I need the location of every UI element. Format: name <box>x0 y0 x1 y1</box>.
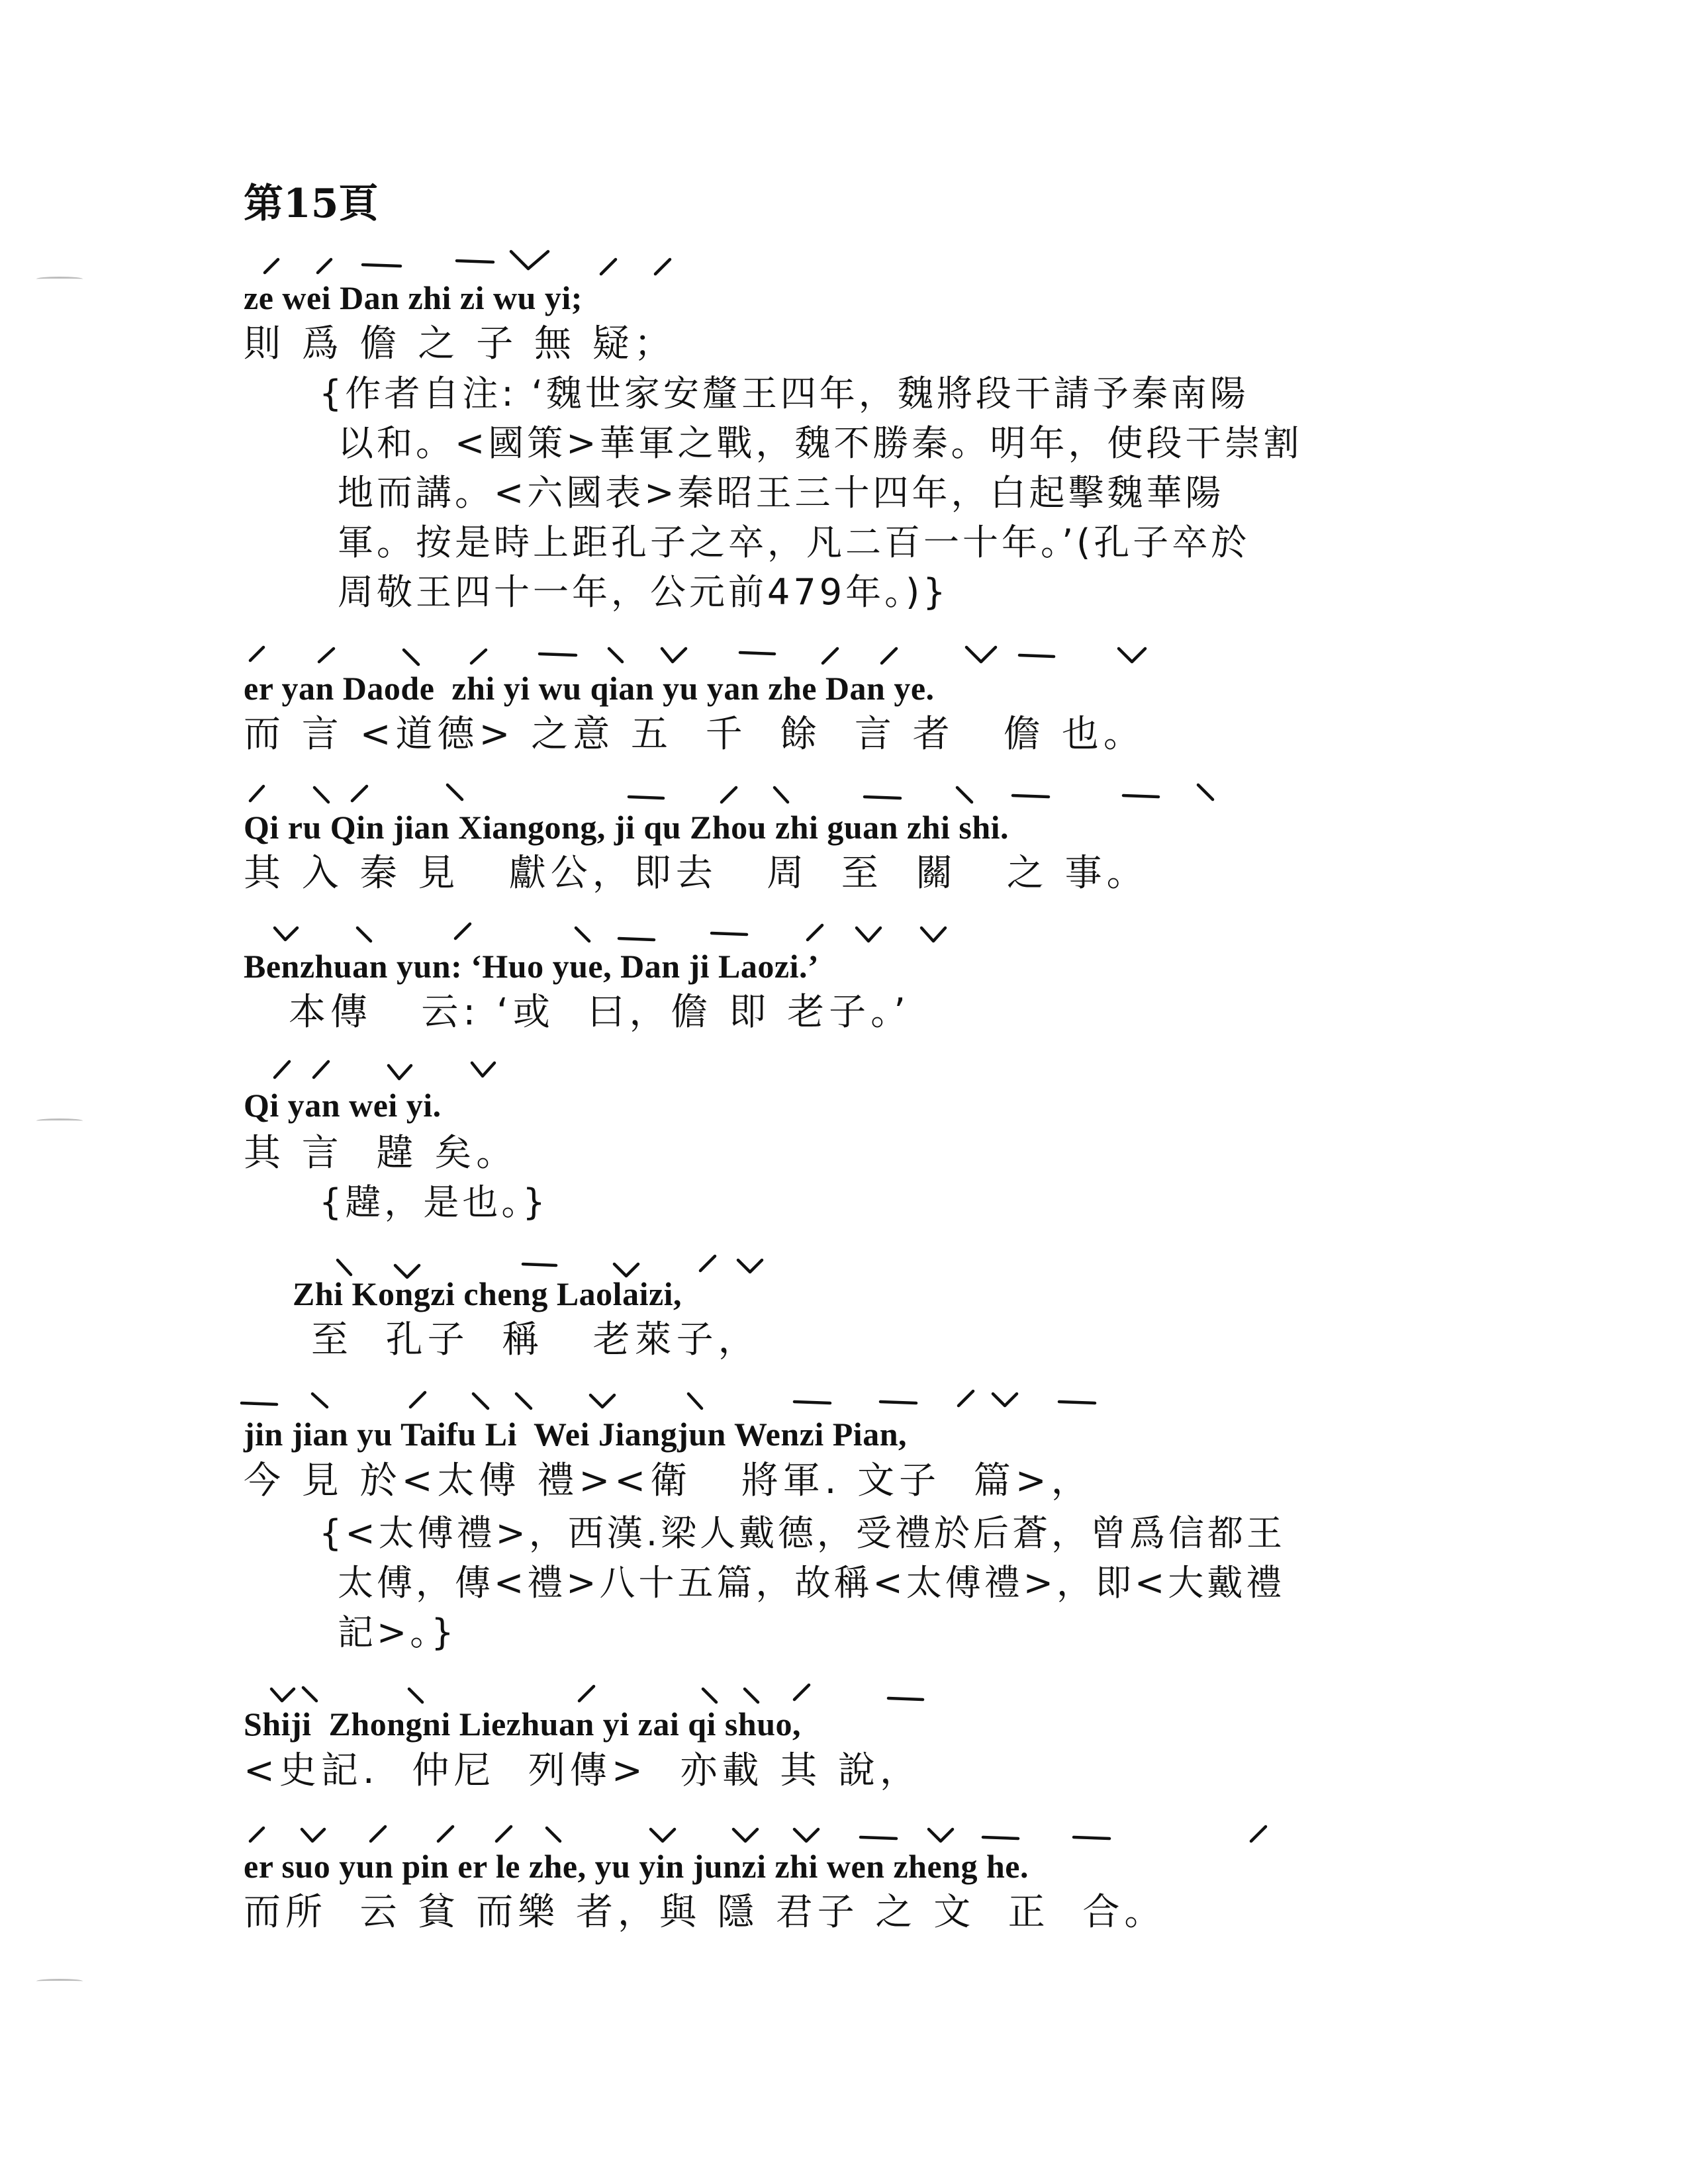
hanzi-line: 而所 云 貧 而樂 者，與 隱 君子 之 文 正 合。 <box>244 1891 1166 1934</box>
hanzi-line: 其 入 秦 見 獻公，即去 周 至 關 之 事。 <box>244 852 1149 895</box>
hanzi-line: 至 孔子 稱 老萊子， <box>311 1318 760 1361</box>
tone-marks-row <box>275 924 945 941</box>
annotation-line: {韙，是也。} <box>319 1181 549 1223</box>
tone-marks-row <box>338 1256 762 1277</box>
tone-marks-row <box>265 251 670 274</box>
annotation-line: 記>。} <box>338 1612 457 1653</box>
hanzi-line: <史記. 仲尼 列傳> 亦載 其 說， <box>244 1749 922 1792</box>
annotation-line: 軍。按是時上距孔子之卒，凡二百一十年。’(孔子卒於 <box>338 522 1250 563</box>
page-label: 第15頁 <box>244 181 379 227</box>
annotation-line: 以和。<國策>華軍之戰，魏不勝秦。明年，使段干崇割 <box>338 422 1303 464</box>
annotation-line: {作者自注: ‘魏世家安釐王四年，魏將段干請予秦南陽 <box>319 373 1249 414</box>
binder-hole-mark <box>36 1979 83 1983</box>
pinyin-line: Benzhuan yun: ‘Huo yue, Dan ji Laozi.’ <box>244 948 820 985</box>
tone-marks-row <box>250 1827 1266 1841</box>
tone-marks-row <box>242 1391 1095 1408</box>
hanzi-line: 其 言 韙 矣。 <box>244 1132 518 1175</box>
pinyin-line: ze wei Dan zhi zi wu yi; <box>244 279 583 316</box>
annotation-line: {<太傅禮>，西漢.梁人戴德，受禮於后蒼，曾爲信都王 <box>319 1512 1286 1554</box>
tone-marks-row <box>250 647 1145 664</box>
annotation-line: 周敬王四十一年，公元前479年。)} <box>338 571 949 613</box>
annotation-line: 太傅，傳<禮>八十五篇，故稱<太傅禮>，即<大戴禮 <box>338 1562 1286 1604</box>
pinyin-line: jin jian yu Taifu Li Wei Jiangjun Wenzi Pian, <box>244 1416 908 1453</box>
tone-marks-row <box>275 1062 494 1079</box>
annotation-line: 地而講。<六國表>秦昭王三十四年，白起擊魏華陽 <box>338 472 1225 514</box>
pinyin-line: er suo yun pin er le zhe, yu yin junzi zhi wen zheng he. <box>244 1848 1029 1885</box>
hanzi-line: 而 言 <道德> 之意 五 千 餘 言 者 儋 也。 <box>244 713 1145 756</box>
pinyin-line: Qi yan wei yi. <box>244 1087 442 1124</box>
hanzi-line: 本傳 云: ‘或 曰，儋 即 老子。’ <box>289 991 910 1034</box>
hanzi-line: 今 見 於<太傅 禮><衛 將軍. 文子 篇>， <box>244 1459 1093 1502</box>
pinyin-line: Zhi Kongzi cheng Laolaizi, <box>293 1275 682 1312</box>
tone-marks-row <box>271 1685 923 1702</box>
binder-hole-mark <box>36 1118 83 1123</box>
pinyin-line: Qi ru Qin jian Xiangong, ji qu Zhou zhi guan zhi shi. <box>244 809 1009 846</box>
tone-marks-row <box>250 785 1213 802</box>
pinyin-line: Shiji Zhongni Liezhuan yi zai qi shuo, <box>244 1706 802 1743</box>
binder-hole-mark <box>36 277 83 281</box>
hanzi-line: 則 爲 儋 之 子 無 疑； <box>244 322 676 365</box>
pinyin-line: er yan Daode zhi yi wu qian yu yan zhe Dan ye. <box>244 670 935 707</box>
